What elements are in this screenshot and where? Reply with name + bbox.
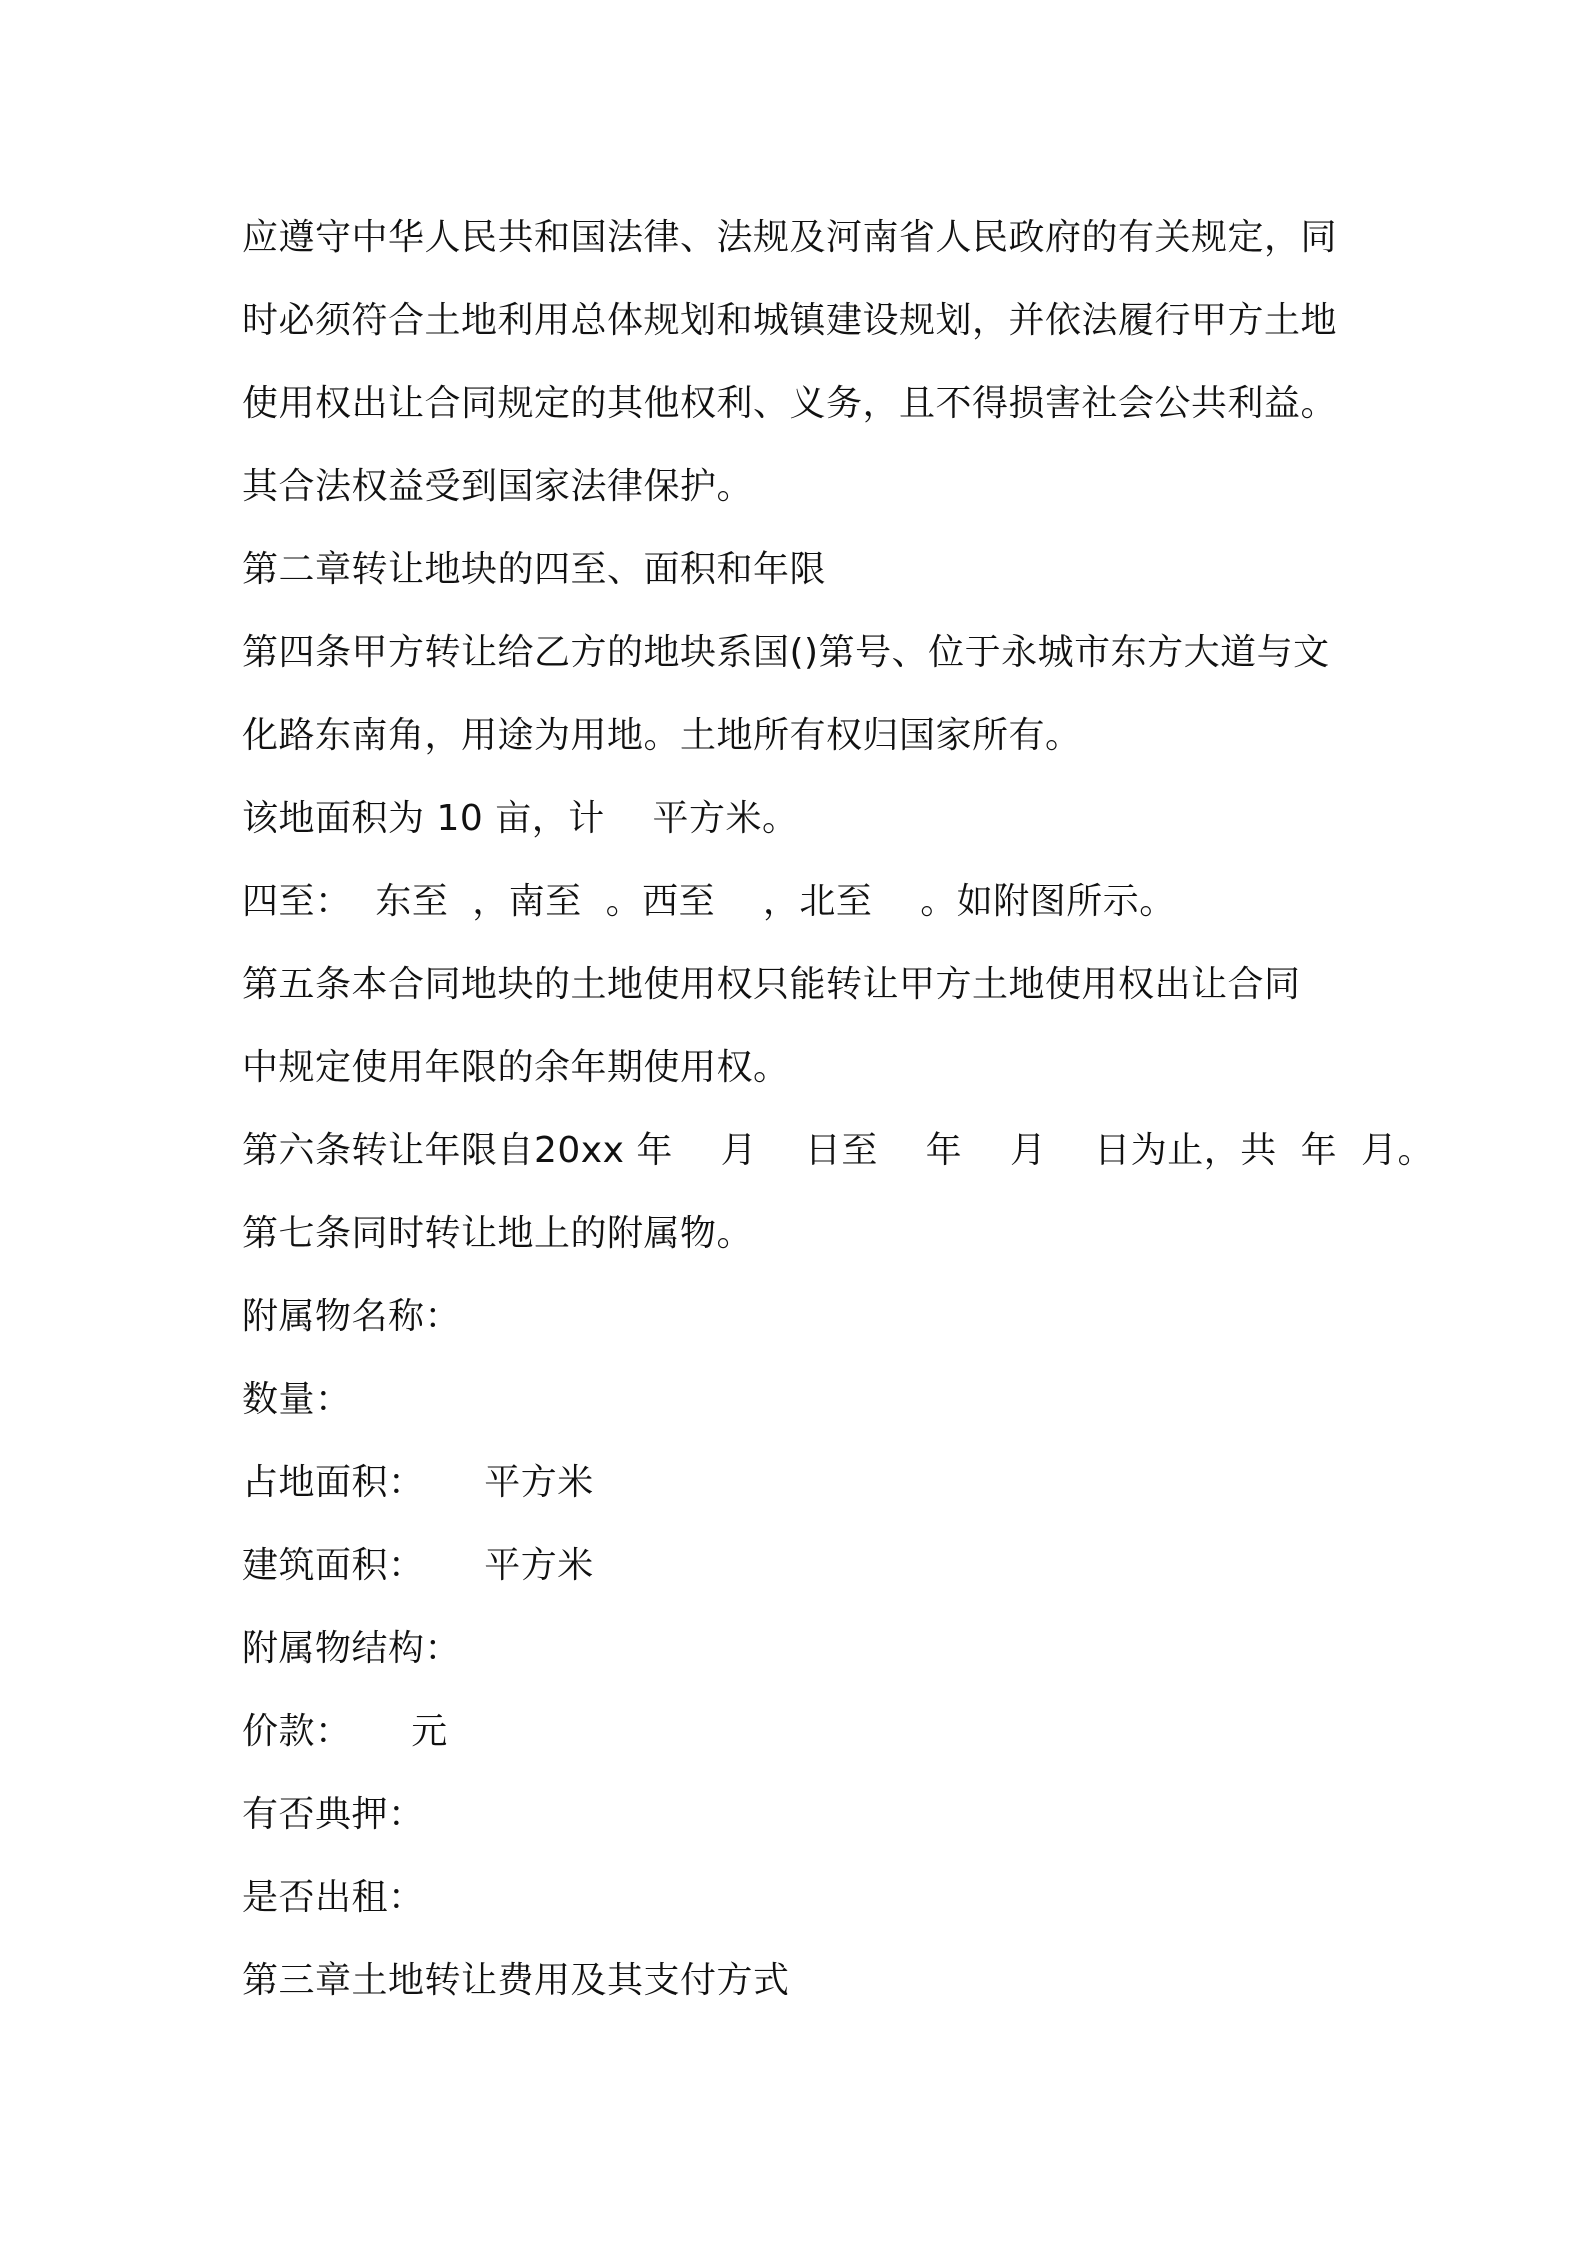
article-7-line: 第七条同时转让地上的附属物。	[242, 1213, 754, 1254]
article-4-line-2: 化路东南角，用途为用地。土地所有权归国家所有。	[242, 715, 1082, 756]
land-area-line: 该地面积为 10 亩，计 平方米。	[242, 798, 799, 839]
article-6-line: 第六条转让年限自20xx 年 月 日至 年 月 日为止，共 年 月。	[242, 1130, 1435, 1171]
attachment-name-line: 附属物名称：	[242, 1296, 462, 1337]
chapter-2-heading: 第二章转让地块的四至、面积和年限	[242, 549, 827, 590]
article-5-line-1: 第五条本合同地块的土地使用权只能转让甲方土地使用权出让合同	[242, 964, 1301, 1005]
mortgage-line: 有否典押：	[242, 1794, 425, 1835]
article-5-line-2: 中规定使用年限的余年期使用权。	[242, 1047, 790, 1088]
document-body	[242, 196, 1435, 2022]
text-line-2: 时必须符合土地利用总体规划和城镇建设规划，并依法履行甲方土地	[242, 300, 1338, 341]
text-line-4: 其合法权益受到国家法律保护。	[242, 466, 754, 507]
quantity-line: 数量：	[242, 1379, 352, 1420]
price-line: 价款： 元	[242, 1711, 448, 1752]
boundaries-line: 四至： 东至 ，南至 。西至 ，北至 。如附图所示。	[242, 881, 1176, 922]
chapter-3-heading: 第三章土地转让费用及其支付方式	[242, 1960, 790, 2001]
occupied-area-line: 占地面积： 平方米	[242, 1462, 594, 1503]
article-4-line-1: 第四条甲方转让给乙方的地块系国()第号、位于永城市东方大道与文	[242, 632, 1330, 673]
attachment-structure-line: 附属物结构：	[242, 1628, 462, 1669]
lease-line: 是否出租：	[242, 1877, 425, 1918]
text-line-3: 使用权出让合同规定的其他权利、义务，且不得损害社会公共利益。	[242, 383, 1338, 424]
building-area-line: 建筑面积： 平方米	[242, 1545, 594, 1586]
text-line-1: 应遵守中华人民共和国法律、法规及河南省人民政府的有关规定，同	[242, 217, 1338, 258]
